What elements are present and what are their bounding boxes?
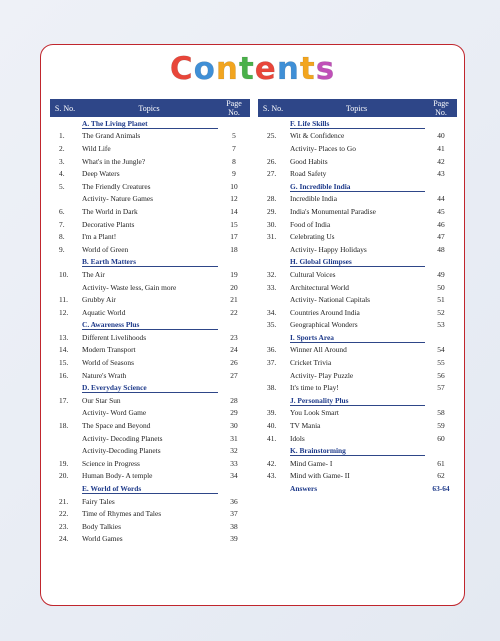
entry-topic: Geographical Wonders [290,320,358,330]
entry-number: 37. [267,358,277,368]
entry-page: 37 [230,509,238,519]
entry-number: 26. [267,156,277,166]
entry-page: 39 [230,534,238,544]
contents-row [50,457,250,470]
entry-number: 8. [59,232,65,242]
entry-number: 9. [59,244,65,254]
contents-table-right [258,99,457,495]
entry-page [425,444,457,457]
entry-topic: The Friendly Creatures [82,181,151,191]
entry-number: 20. [59,471,69,481]
contents-row [50,507,250,520]
entry-number: 34. [267,307,277,317]
entry-number [50,381,80,394]
contents-panel [40,44,465,606]
contents-row [258,470,457,483]
entry-page: 58 [437,408,445,418]
entry-number: 7. [59,219,65,229]
entry-topic: C. Awareness Plus [80,319,218,332]
entry-topic: Idols [290,433,305,443]
entry-page: 30 [230,421,238,431]
entry-topic: It's time to Play! [290,383,339,393]
contents-row [258,205,457,218]
entry-number [258,444,288,457]
header-sno: S. No. [258,99,288,117]
contents-row [258,193,457,206]
entry-page: 63-64 [432,484,450,494]
entry-number: 33. [267,282,277,292]
header-topics: Topics [80,99,218,117]
entry-topic: The Grand Animals [82,131,141,141]
entry-number: 28. [267,194,277,204]
entry-topic: Deep Waters [82,169,120,179]
table-header [50,99,250,117]
entry-number [50,193,80,206]
section-heading-row [50,117,250,130]
entry-number: 24. [59,534,69,544]
entry-topic: The World in Dark [82,206,138,216]
entry-number: 2. [59,143,65,153]
entry-page: 49 [437,269,445,279]
entry-page: 7 [232,143,236,153]
contents-row [258,356,457,369]
entry-number: 12. [59,307,69,317]
entry-page: 38 [230,521,238,531]
section-heading-row [50,256,250,269]
entry-number: 17. [59,395,69,405]
contents-row [50,331,250,344]
entry-page: 17 [230,232,238,242]
entry-number: 30. [267,219,277,229]
contents-row [258,243,457,256]
entry-topic: Body Talkies [82,521,121,531]
entry-topic: TV Mania [290,421,321,431]
section-heading-row [50,381,250,394]
contents-row [258,167,457,180]
entry-number: 32. [267,269,277,279]
contents-row [258,419,457,432]
entry-page: 55 [437,358,445,368]
title-letter: t [238,51,255,87]
entry-topic: World Games [82,534,123,544]
contents-row [50,142,250,155]
contents-row [50,432,250,445]
section-heading-row [258,444,457,457]
entry-page: 47 [437,232,445,242]
entry-number [50,482,80,495]
contents-row [50,205,250,218]
entry-page: 56 [437,370,445,380]
entry-topic: Wit & Confidence [290,131,345,141]
entry-page: 5 [232,131,236,141]
entry-topic: I'm a Plant! [82,232,117,242]
entry-topic: The Space and Beyond [82,421,151,431]
entry-number [258,142,288,155]
entry-topic: Activity- Places to Go [290,143,356,153]
entry-page: 45 [437,206,445,216]
title-letter: s [315,51,336,87]
entry-page [425,180,457,193]
contents-row [258,218,457,231]
entry-number: 16. [59,370,69,380]
entry-page: 12 [230,194,238,204]
entry-topic: Cricket Trivia [290,358,332,368]
entry-number: 18. [59,421,69,431]
contents-row [50,419,250,432]
entry-page: 33 [230,458,238,468]
contents-row [50,230,250,243]
entry-topic: Activity- Word Game [82,408,147,418]
entry-page: 44 [437,194,445,204]
entry-number: 42. [267,458,277,468]
entry-page [218,117,250,130]
contents-row [50,281,250,294]
entry-page: 54 [437,345,445,355]
entry-page [425,117,457,130]
entry-number: 31. [267,232,277,242]
entry-page [425,331,457,344]
section-heading-row [50,319,250,332]
answers-row [258,482,457,495]
entry-number: 13. [59,332,69,342]
entry-page [218,482,250,495]
entry-topic: Celebrating Us [290,232,335,242]
entry-page: 48 [437,244,445,254]
entry-topic: The Air [82,269,105,279]
contents-row [50,495,250,508]
entry-topic: Answers [290,484,318,494]
entry-page: 34 [230,471,238,481]
contents-row [50,218,250,231]
entry-page: 61 [437,458,445,468]
entry-topic: Mind with Game- II [290,471,350,481]
entry-page: 20 [230,282,238,292]
entry-page: 43 [437,169,445,179]
entry-number: 43. [267,471,277,481]
entry-topic: Decorative Plants [82,219,135,229]
entry-topic: Activity- Happy Holidays [290,244,367,254]
entry-topic: Aquatic World [82,307,126,317]
contents-row [258,281,457,294]
entry-page: 10 [230,181,238,191]
contents-row [258,155,457,168]
entry-page: 36 [230,496,238,506]
contents-row [50,470,250,483]
contents-row [258,293,457,306]
contents-row [50,243,250,256]
contents-row [50,520,250,533]
entry-page: 28 [230,395,238,405]
section-heading-row [50,482,250,495]
entry-topic: Activity- Waste less, Gain more [82,282,177,292]
entry-page: 31 [230,433,238,443]
entry-page: 46 [437,219,445,229]
entry-page: 52 [437,307,445,317]
title-letter: n [276,51,300,87]
entry-page: 51 [437,295,445,305]
entry-topic: B. Earth Matters [80,256,218,269]
entry-topic: Grubby Air [82,295,116,305]
title-letter: C [169,51,194,87]
entry-number: 36. [267,345,277,355]
entry-page: 18 [230,244,238,254]
entry-topic: Road Safety [290,169,327,179]
entry-page: 41 [437,143,445,153]
entry-topic: Modern Transport [82,345,136,355]
table-header [258,99,457,117]
entry-topic: Activity- National Capitals [290,295,371,305]
entry-topic: Activity- Decoding Planets [82,433,163,443]
contents-row [50,533,250,546]
entry-page: 62 [437,471,445,481]
contents-row [258,306,457,319]
entry-topic: Science in Progress [82,458,140,468]
entry-number [258,369,288,382]
entry-page: 57 [437,383,445,393]
entry-topic: D. Everyday Science [80,381,218,394]
entry-topic: World of Seasons [82,358,134,368]
entry-page: 50 [437,282,445,292]
entry-page [218,381,250,394]
entry-number: 11. [59,295,68,305]
title-letter: t [299,51,316,87]
entry-number: 5. [59,181,65,191]
entry-topic: Cultural Voices [290,269,336,279]
contents-row [50,155,250,168]
contents-row [50,356,250,369]
header-page: Page No. [218,99,250,117]
title-letter: n [215,51,239,87]
contents-row [258,319,457,332]
entry-page: 29 [230,408,238,418]
entry-page: 9 [232,169,236,179]
entry-topic: Human Body- A temple [82,471,153,481]
entry-topic: Winner All Around [290,345,347,355]
entry-topic: Mind Game- I [290,458,333,468]
entry-number [50,444,80,457]
page-title [41,49,464,89]
entry-number: 10. [59,269,69,279]
contents-row [258,457,457,470]
contents-row [258,381,457,394]
contents-row [50,444,250,457]
entry-topic: Different Livelihoods [82,332,147,342]
entry-page: 26 [230,358,238,368]
entry-number: 29. [267,206,277,216]
entry-number: 41. [267,433,277,443]
entry-topic: Activity-Decoding Planets [82,446,161,456]
section-heading-row [258,117,457,130]
entry-number [50,407,80,420]
contents-table-left [50,99,250,545]
section-heading-row [258,180,457,193]
entry-page: 32 [230,446,238,456]
entry-topic: Food of India [290,219,331,229]
entry-number: 21. [59,496,69,506]
contents-row [50,193,250,206]
entry-number [258,482,288,495]
entry-topic: K. Brainstorming [288,444,425,457]
entry-number [50,256,80,269]
contents-row [50,293,250,306]
entry-topic: What's in the Jungle? [82,156,146,166]
contents-row [258,130,457,143]
contents-row [50,394,250,407]
entry-topic: Fairy Tales [82,496,115,506]
entry-topic: Activity- Nature Games [82,194,154,204]
entry-number [258,243,288,256]
contents-row [50,180,250,193]
entry-number: 27. [267,169,277,179]
header-topics: Topics [288,99,425,117]
entry-number: 35. [267,320,277,330]
entry-page: 19 [230,269,238,279]
entry-number [50,117,80,130]
contents-row [50,306,250,319]
entry-page: 8 [232,156,236,166]
entry-topic: Nature's Wrath [82,370,127,380]
entry-page [425,256,457,269]
entry-page [218,256,250,269]
title-letter: e [254,51,277,87]
entry-number: 40. [267,421,277,431]
entry-number: 1. [59,131,65,141]
entry-topic: I. Sports Area [288,331,425,344]
entry-number: 3. [59,156,65,166]
contents-row [258,230,457,243]
entry-topic: Architectural World [290,282,349,292]
entry-number [258,256,288,269]
contents-row [50,167,250,180]
contents-row [258,344,457,357]
entry-number [50,281,80,294]
entry-page: 53 [437,320,445,330]
entry-number: 6. [59,206,65,216]
entry-number [50,432,80,445]
entry-topic: H. Global Glimpses [288,256,425,269]
contents-row [258,369,457,382]
entry-page: 24 [230,345,238,355]
entry-number: 15. [59,358,69,368]
entry-page: 14 [230,206,238,216]
entry-topic: World of Green [82,244,129,254]
contents-row [50,407,250,420]
entry-page: 27 [230,370,238,380]
entry-number [258,180,288,193]
entry-topic: Countries Around India [290,307,360,317]
contents-row [258,268,457,281]
entry-number [50,319,80,332]
entry-topic: J. Personality Plus [288,394,425,407]
entry-number [258,293,288,306]
entry-number: 4. [59,169,65,179]
entry-page: 23 [230,332,238,342]
contents-row [50,369,250,382]
entry-number [258,394,288,407]
contents-row [50,344,250,357]
entry-page [218,319,250,332]
entry-number: 39. [267,408,277,418]
section-heading-row [258,394,457,407]
entry-number: 38. [267,383,277,393]
entry-topic: E. World of Words [80,482,218,495]
header-page: Page No. [425,99,457,117]
section-heading-row [258,256,457,269]
header-sno: S. No. [50,99,80,117]
contents-row [258,407,457,420]
entry-page: 21 [230,295,238,305]
title-letter: o [193,51,216,87]
entry-topic: India's Monumental Paradise [290,206,376,216]
contents-row [50,130,250,143]
entry-number: 25. [267,131,277,141]
entry-topic: Time of Rhymes and Tales [82,509,162,519]
entry-number: 19. [59,458,69,468]
entry-page: 40 [437,131,445,141]
contents-row [258,142,457,155]
entry-topic: Good Habits [290,156,328,166]
entry-page: 59 [437,421,445,431]
entry-number [258,331,288,344]
entry-page: 60 [437,433,445,443]
entry-page: 42 [437,156,445,166]
entry-number: 23. [59,521,69,531]
entry-number [258,117,288,130]
entry-page [425,394,457,407]
entry-topic: Incredible India [290,194,337,204]
entry-topic: F. Life Skills [288,117,425,130]
entry-page: 22 [230,307,238,317]
entry-topic: Wild Life [82,143,111,153]
entry-number: 14. [59,345,69,355]
entry-topic: Our Star Sun [82,395,121,405]
entry-topic: You Look Smart [290,408,339,418]
contents-row [50,268,250,281]
entry-topic: A. The Living Planet [80,117,218,130]
entry-number: 22. [59,509,69,519]
entry-page: 15 [230,219,238,229]
entry-topic: Activity- Play Puzzle [290,370,354,380]
section-heading-row [258,331,457,344]
entry-topic: G. Incredible India [288,180,425,193]
contents-row [258,432,457,445]
